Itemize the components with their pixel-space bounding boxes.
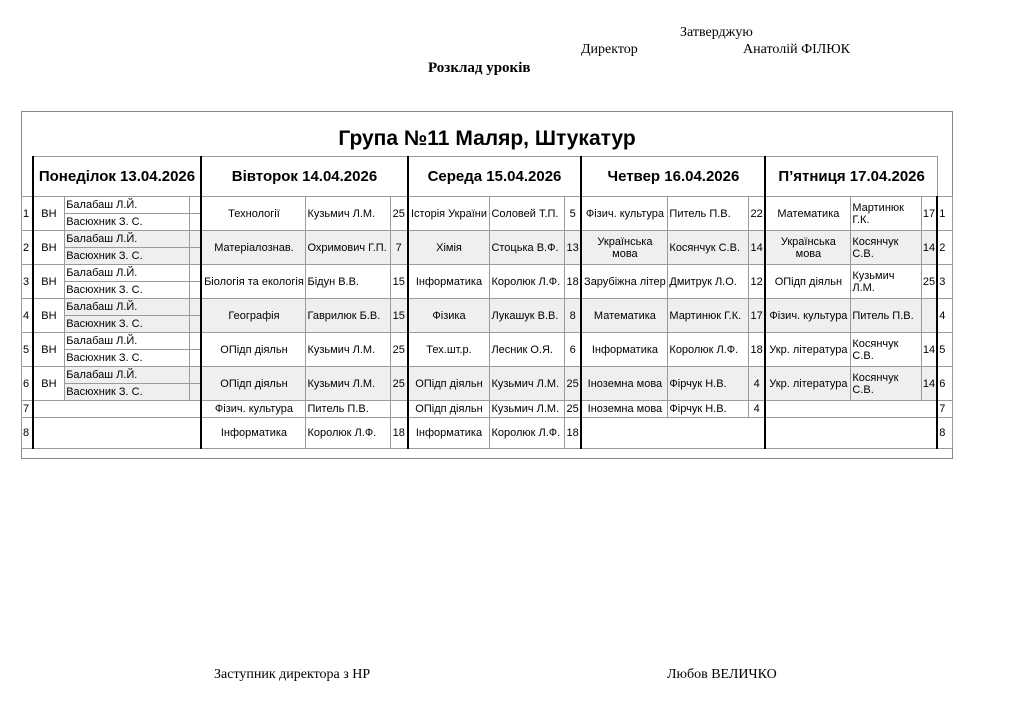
monday-label: ВН bbox=[33, 265, 65, 299]
monday-label: ВН bbox=[33, 333, 65, 367]
schedule-table bbox=[21, 156, 953, 449]
subject-cell: Інформатика bbox=[408, 418, 490, 449]
monday-teacher: Васюхник З. С. bbox=[65, 248, 190, 265]
lesson-number: 1 bbox=[22, 197, 33, 231]
teacher-cell: Королюк Л.Ф. bbox=[306, 418, 390, 449]
room-cell: 4 bbox=[748, 367, 765, 401]
teacher-cell: Питель П.В. bbox=[306, 401, 390, 418]
lesson-number: 7 bbox=[22, 401, 33, 418]
monday-label: ВН bbox=[33, 231, 65, 265]
monday-room bbox=[189, 214, 201, 231]
room-cell: 17 bbox=[748, 299, 765, 333]
subject-cell: Інформатика bbox=[201, 418, 306, 449]
monday-teacher: Балабаш Л.Й. bbox=[65, 299, 190, 316]
subject-cell: Фізика bbox=[408, 299, 490, 333]
subject-cell: Іноземна мова bbox=[581, 401, 667, 418]
lesson-number: 4 bbox=[937, 299, 952, 333]
subject-cell: Математика bbox=[581, 299, 667, 333]
approve-label: Затверджую bbox=[680, 25, 753, 40]
group-title: Група №11 Маляр, Штукатур bbox=[338, 127, 636, 150]
subject-cell: Укр. література bbox=[765, 367, 850, 401]
room-cell: 15 bbox=[390, 299, 407, 333]
monday-room bbox=[189, 350, 201, 367]
teacher-cell: Лукашук В.В. bbox=[490, 299, 564, 333]
lesson-number: 7 bbox=[937, 401, 952, 418]
friday-empty bbox=[765, 401, 937, 418]
teacher-cell: Королюк Л.Ф. bbox=[490, 265, 564, 299]
lesson-number: 8 bbox=[937, 418, 952, 449]
lesson-number: 4 bbox=[22, 299, 33, 333]
subject-cell: ОПідп діяльн bbox=[408, 401, 490, 418]
teacher-cell: Фірчук Н.В. bbox=[668, 401, 748, 418]
teacher-cell: Косянчук С.В. bbox=[668, 231, 748, 265]
lesson-number: 3 bbox=[22, 265, 33, 299]
teacher-cell: Косянчук С.В. bbox=[851, 367, 921, 401]
room-cell: 25 bbox=[390, 197, 407, 231]
subject-cell: Українська мова bbox=[581, 231, 667, 265]
monday-teacher: Васюхник З. С. bbox=[65, 384, 190, 401]
director-name: Анатолій ФІЛЮК bbox=[743, 42, 851, 57]
lesson-number: 8 bbox=[22, 418, 33, 449]
friday-empty bbox=[765, 418, 937, 449]
room-cell: 18 bbox=[748, 333, 765, 367]
room-cell: 5 bbox=[564, 197, 581, 231]
subject-cell: Зарубіжна літер bbox=[581, 265, 667, 299]
lesson-number: 2 bbox=[22, 231, 33, 265]
monday-room bbox=[189, 197, 201, 214]
day-header: Понеділок 13.04.2026 bbox=[33, 157, 202, 197]
subject-cell: Фізич. культура bbox=[581, 197, 667, 231]
room-cell: 6 bbox=[564, 333, 581, 367]
deputy-label: Заступник директора з НР bbox=[214, 667, 371, 682]
lesson-number: 5 bbox=[22, 333, 33, 367]
teacher-cell: Косянчук С.В. bbox=[851, 333, 921, 367]
room-cell: 15 bbox=[390, 265, 407, 299]
teacher-cell: Кузьмич Л.М. bbox=[490, 401, 564, 418]
room-cell: 25 bbox=[921, 265, 937, 299]
subject-cell: Тех.шт.р. bbox=[408, 333, 490, 367]
room-cell: 18 bbox=[564, 418, 581, 449]
lesson-number: 3 bbox=[937, 265, 952, 299]
room-cell: 13 bbox=[564, 231, 581, 265]
deputy-name: Любов ВЕЛИЧКО bbox=[667, 667, 777, 682]
subject-cell: Укр. література bbox=[765, 333, 850, 367]
room-cell: 25 bbox=[564, 401, 581, 418]
subject-cell: Біологія та екологія bbox=[201, 265, 306, 299]
monday-empty bbox=[33, 401, 202, 418]
monday-room bbox=[189, 367, 201, 384]
subject-cell: Матеріалознав. bbox=[201, 231, 306, 265]
day-header: П’ятниця 17.04.2026 bbox=[765, 157, 937, 197]
lesson-number: 5 bbox=[937, 333, 952, 367]
monday-teacher: Васюхник З. С. bbox=[65, 282, 190, 299]
monday-room bbox=[189, 299, 201, 316]
teacher-cell: Дмитрук Л.О. bbox=[668, 265, 748, 299]
subject-cell: Іноземна мова bbox=[581, 367, 667, 401]
room-cell: 12 bbox=[748, 265, 765, 299]
teacher-cell: Лесник О.Я. bbox=[490, 333, 564, 367]
room-cell: 8 bbox=[564, 299, 581, 333]
teacher-cell: Кузьмич Л.М. bbox=[306, 197, 390, 231]
room-cell: 14 bbox=[748, 231, 765, 265]
monday-room bbox=[189, 333, 201, 350]
thursday-empty bbox=[581, 418, 765, 449]
subject-cell: Фізич. культура bbox=[765, 299, 850, 333]
room-cell: 4 bbox=[748, 401, 765, 418]
room-cell: 25 bbox=[390, 333, 407, 367]
monday-teacher: Васюхник З. С. bbox=[65, 316, 190, 333]
teacher-cell: Королюк Л.Ф. bbox=[490, 418, 564, 449]
teacher-cell: Косянчук С.В. bbox=[851, 231, 921, 265]
subject-cell: Математика bbox=[765, 197, 850, 231]
room-cell: 25 bbox=[564, 367, 581, 401]
subject-cell: ОПідп діяльн bbox=[201, 367, 306, 401]
monday-room bbox=[189, 231, 201, 248]
teacher-cell: Кузьмич Л.М. bbox=[851, 265, 921, 299]
teacher-cell: Мартинюк Г.К. bbox=[851, 197, 921, 231]
director-label: Директор bbox=[581, 42, 638, 57]
teacher-cell: Королюк Л.Ф. bbox=[668, 333, 748, 367]
subject-cell: Хімія bbox=[408, 231, 490, 265]
subject-cell: Географія bbox=[201, 299, 306, 333]
room-cell bbox=[390, 401, 407, 418]
subject-cell: ОПідп діяльн bbox=[765, 265, 850, 299]
subject-cell: Технології bbox=[201, 197, 306, 231]
monday-room bbox=[189, 384, 201, 401]
room-cell: 18 bbox=[564, 265, 581, 299]
monday-empty bbox=[33, 418, 202, 449]
room-cell bbox=[921, 299, 937, 333]
teacher-cell: Гаврилюк Б.В. bbox=[306, 299, 390, 333]
monday-room bbox=[189, 265, 201, 282]
room-cell: 17 bbox=[921, 197, 937, 231]
subject-cell: ОПідп діяльн bbox=[408, 367, 490, 401]
monday-room bbox=[189, 316, 201, 333]
schedule-title: Розклад уроків bbox=[428, 60, 531, 76]
teacher-cell: Кузьмич Л.М. bbox=[490, 367, 564, 401]
teacher-cell: Бідун В.В. bbox=[306, 265, 390, 299]
subject-cell: Інформатика bbox=[408, 265, 490, 299]
monday-label: ВН bbox=[33, 197, 65, 231]
subject-cell: Історія України bbox=[408, 197, 490, 231]
monday-teacher: Балабаш Л.Й. bbox=[65, 265, 190, 282]
room-cell: 25 bbox=[390, 367, 407, 401]
monday-teacher: Балабаш Л.Й. bbox=[65, 367, 190, 384]
monday-teacher: Балабаш Л.Й. bbox=[65, 197, 190, 214]
day-header: Середа 15.04.2026 bbox=[408, 157, 582, 197]
monday-teacher: Балабаш Л.Й. bbox=[65, 231, 190, 248]
room-cell: 18 bbox=[390, 418, 407, 449]
subject-cell: ОПідп діяльн bbox=[201, 333, 306, 367]
teacher-cell: Фірчук Н.В. bbox=[668, 367, 748, 401]
room-cell: 14 bbox=[921, 231, 937, 265]
teacher-cell: Питель П.В. bbox=[851, 299, 921, 333]
lesson-number: 6 bbox=[937, 367, 952, 401]
lesson-number: 2 bbox=[937, 231, 952, 265]
room-cell: 14 bbox=[921, 333, 937, 367]
teacher-cell: Стоцька В.Ф. bbox=[490, 231, 564, 265]
monday-room bbox=[189, 282, 201, 299]
monday-label: ВН bbox=[33, 299, 65, 333]
teacher-cell: Охримович Г.П. bbox=[306, 231, 390, 265]
monday-label: ВН bbox=[33, 367, 65, 401]
lesson-number: 1 bbox=[937, 197, 952, 231]
room-cell: 14 bbox=[921, 367, 937, 401]
subject-cell: Українська мова bbox=[765, 231, 850, 265]
day-header: Вівторок 14.04.2026 bbox=[201, 157, 407, 197]
day-header: Четвер 16.04.2026 bbox=[581, 157, 765, 197]
subject-cell: Фізич. культура bbox=[201, 401, 306, 418]
room-cell: 22 bbox=[748, 197, 765, 231]
subject-cell: Інформатика bbox=[581, 333, 667, 367]
monday-teacher: Васюхник З. С. bbox=[65, 350, 190, 367]
room-cell: 7 bbox=[390, 231, 407, 265]
monday-room bbox=[189, 248, 201, 265]
lesson-number: 6 bbox=[22, 367, 33, 401]
monday-teacher: Васюхник З. С. bbox=[65, 214, 190, 231]
teacher-cell: Кузьмич Л.М. bbox=[306, 333, 390, 367]
teacher-cell: Питель П.В. bbox=[668, 197, 748, 231]
teacher-cell: Кузьмич Л.М. bbox=[306, 367, 390, 401]
teacher-cell: Мартинюк Г.К. bbox=[668, 299, 748, 333]
monday-teacher: Балабаш Л.Й. bbox=[65, 333, 190, 350]
teacher-cell: Соловей Т.П. bbox=[490, 197, 564, 231]
